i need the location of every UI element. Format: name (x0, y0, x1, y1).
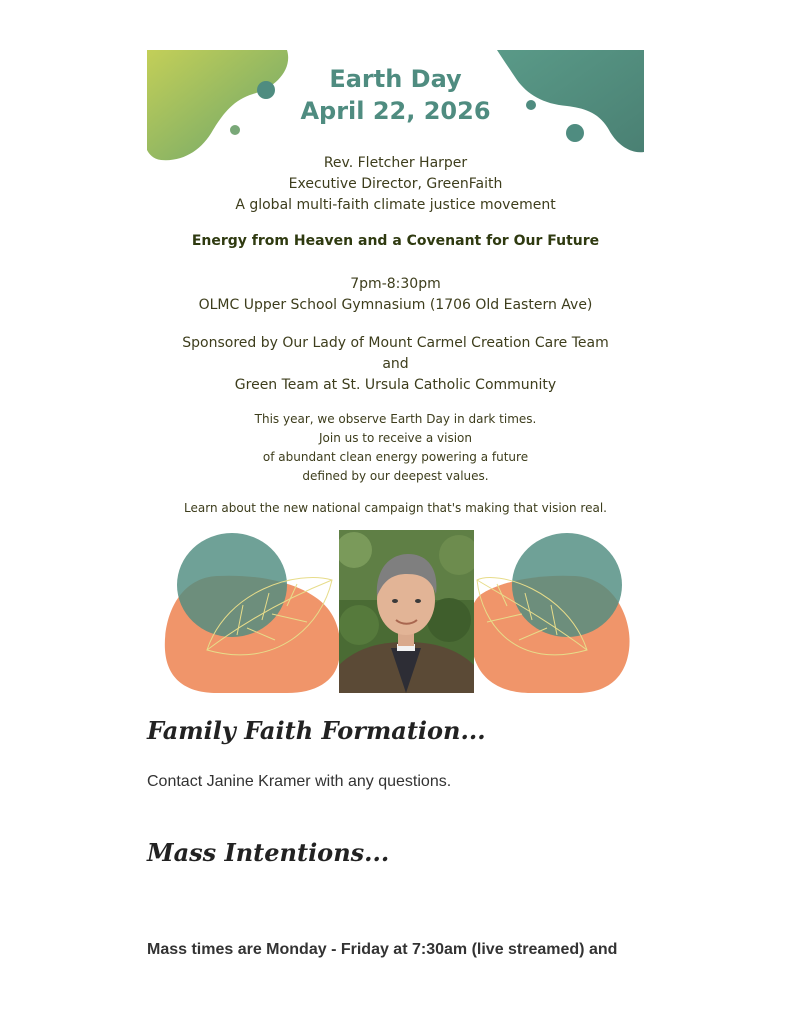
sponsor-block (147, 333, 644, 396)
vision-line: defined by our deepest values. (302, 469, 489, 483)
mass-times-text: Mass times are Monday - Friday at 7:30am (live streamed) and (147, 941, 618, 958)
mass-intentions-heading: Mass Intentions... (147, 838, 390, 867)
time-location-block (147, 274, 644, 316)
speaker-photo (339, 530, 474, 693)
vision-line: of abundant clean energy powering a future (262, 450, 529, 464)
event-location: OLMC Upper School Gymnasium (1706 Old Eastern Ave) (198, 297, 593, 313)
speaker-block (147, 153, 644, 216)
vision-block (147, 410, 644, 486)
talk-title: Energy from Heaven and a Covenant for Our Future (191, 233, 600, 249)
event-title: Earth Day (329, 65, 462, 93)
speaker-name: Rev. Fletcher Harper (323, 155, 468, 171)
earth-day-flyer (147, 50, 644, 694)
event-date: April 22, 2026 (300, 97, 491, 125)
teal-dot (566, 124, 584, 142)
event-time: 7pm-8:30pm (350, 276, 441, 292)
vision-line: Join us to receive a vision (319, 431, 472, 445)
sponsor-and: and (382, 356, 409, 372)
bottom-right-leaf-decoration (469, 533, 630, 693)
sponsor-line-2: Green Team at St. Ursula Catholic Community (234, 377, 557, 393)
family-faith-contact-text: Contact Janine Kramer with any questions. (147, 773, 452, 790)
bottom-left-leaf-decoration (165, 533, 340, 693)
learn-more-text: Learn about the new national campaign that's making that vision real. (184, 501, 607, 515)
speaker-org: A global multi-faith climate justice movement (235, 197, 556, 213)
sponsor-line-1: Sponsored by Our Lady of Mount Carmel Creation Care Team (182, 335, 609, 351)
family-faith-heading: Family Faith Formation... (147, 716, 486, 745)
green-dot (230, 125, 240, 135)
vision-line: This year, we observe Earth Day in dark times. (254, 412, 537, 426)
speaker-role: Executive Director, GreenFaith (288, 176, 503, 192)
